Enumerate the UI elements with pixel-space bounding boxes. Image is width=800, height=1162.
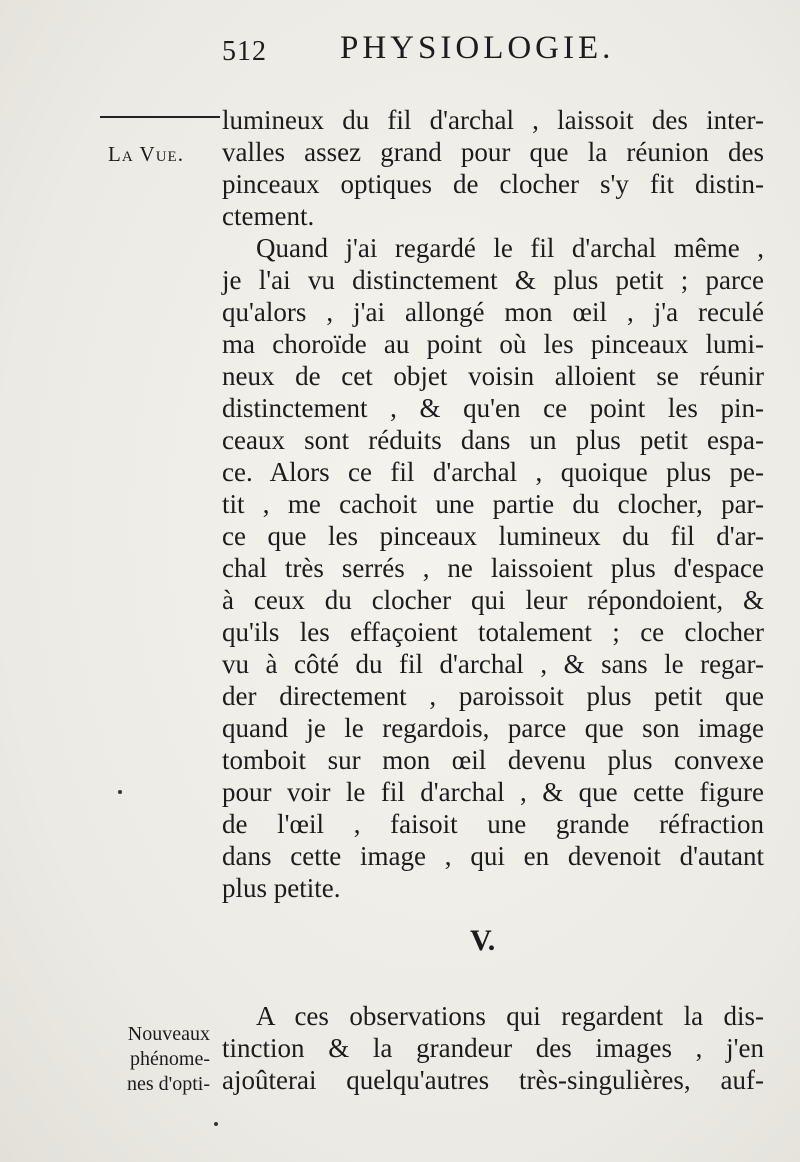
text-line: ce que les pinceaux lumineux du fil d'ar- — [222, 521, 764, 551]
section-v-text — [222, 1000, 764, 1096]
text-line: ctement. — [222, 201, 315, 231]
text-line: quand je le regardois, parce que son image — [222, 713, 764, 743]
text-line: plus petite. — [222, 873, 341, 903]
text-line: pinceaux optiques de clocher s'y fit distin- — [222, 169, 764, 199]
text-line: dans cette image , qui en devenoit d'autant — [222, 841, 764, 871]
text-line: vu à côté du fil d'archal , & sans le regar- — [222, 649, 764, 679]
margin-note-line: nes d'opti- — [126, 1073, 210, 1095]
text-line: valles assez grand pour que la réunion des — [222, 137, 764, 167]
margin-note-la-vue: La Vue. — [108, 142, 184, 166]
ink-speck — [214, 1122, 218, 1126]
page-number: 512 — [222, 36, 267, 67]
text-line: à ceux du clocher qui leur répondoient, & — [222, 585, 764, 615]
text-line: ajoûterai quelqu'autres très-singulières, auf- — [222, 1065, 764, 1095]
text-line: qu'ils les effaçoient totalement ; ce clocher — [222, 617, 764, 647]
section-number: V. — [470, 924, 496, 957]
text-line: tit , me cachoit une partie du clocher, par- — [222, 489, 764, 519]
running-title: PHYSIOLOGIE. — [340, 30, 615, 66]
page-header — [222, 28, 762, 78]
text-line: qu'alors , j'ai allongé mon œil , j'a reculé — [222, 297, 764, 327]
main-text-block — [222, 104, 764, 904]
text-line: je l'ai vu distinctement & plus petit ; parce — [222, 265, 764, 295]
text-line: ceaux sont réduits dans un plus petit espa- — [222, 425, 764, 455]
text-line: lumineux du fil d'archal , laissoit des inter- — [222, 105, 764, 135]
margin-note-line: phénome- — [130, 1048, 210, 1070]
text-line: neux de cet objet voisin alloient se réunir — [222, 361, 764, 391]
text-line: ma choroïde au point où les pinceaux lumi- — [222, 329, 764, 359]
text-line: pour voir le fil d'archal , & que cette figure — [222, 777, 764, 807]
margin-note-nouveaux — [88, 1022, 210, 1097]
text-line: A ces observations qui regardent la dis- — [256, 1001, 764, 1031]
text-line: der directement , paroissoit plus petit que — [222, 681, 764, 711]
text-line: tomboit sur mon œil devenu plus convexe — [222, 745, 764, 775]
margin-note-line: Nouveaux — [127, 1023, 210, 1045]
text-line: ce. Alors ce fil d'archal , quoique plus pe- — [222, 457, 764, 487]
margin-rule — [100, 116, 220, 118]
text-line: Quand j'ai regardé le fil d'archal même , — [256, 233, 764, 263]
text-line: tinction & la grandeur des images , j'en — [222, 1033, 764, 1063]
text-line: distinctement , & qu'en ce point les pin- — [222, 393, 764, 423]
text-line: de l'œil , faisoit une grande réfraction — [222, 809, 764, 839]
text-line: chal très serrés , ne laissoient plus d'espace — [222, 553, 764, 583]
ink-speck — [118, 790, 122, 794]
